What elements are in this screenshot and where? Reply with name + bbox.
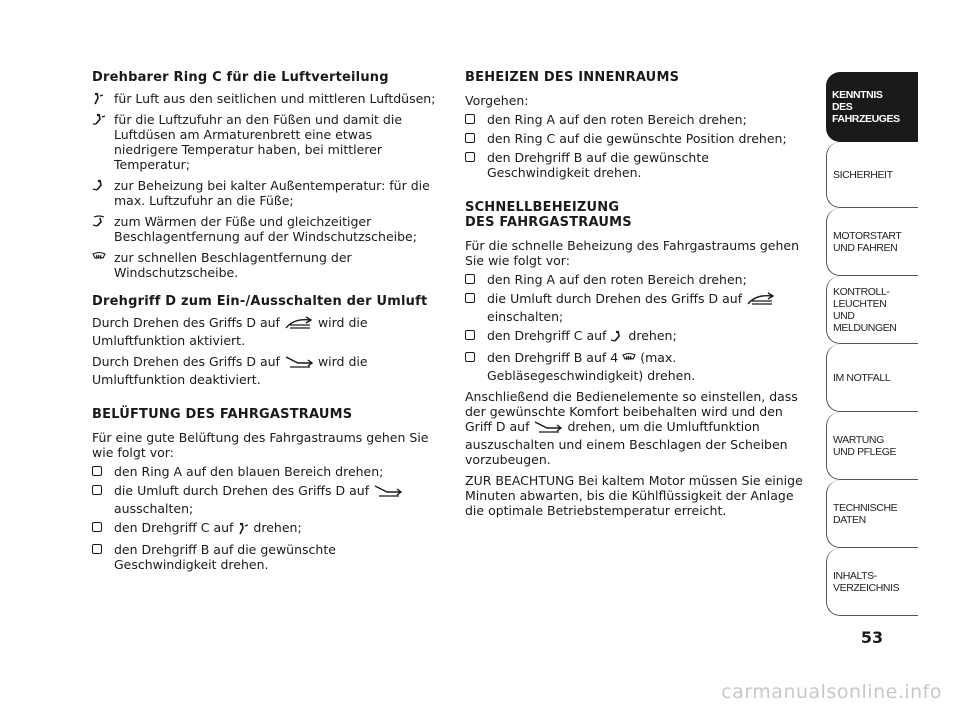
heating-heading: BEHEIZEN DES INNENRAUMS [465, 70, 680, 85]
paragraph: Durch Drehen des Griffs D auf wird die Umluftfunktion aktiviert. [92, 315, 368, 348]
list-item: den Drehgriff C auf drehen; [92, 520, 437, 538]
vent-feet-icon [92, 178, 114, 208]
list-item: zur Beheizung bei kalter Außentemperatur: für die max. Luftzufuhr an die Füße; [92, 178, 437, 208]
windscreen-defrost-icon [622, 352, 636, 368]
tab-im-notfall[interactable]: IM NOTFALL [826, 344, 918, 412]
vent-feet-windscreen-icon [92, 214, 114, 244]
watermark-text: carmanualsonline.info [721, 681, 942, 703]
checkbox-bullet [92, 542, 114, 572]
list-item: den Ring A auf den roten Bereich drehen; [465, 112, 810, 127]
list-item: den Drehgriff B auf 4 (max. Gebläsegeschwindigkeit) drehen. [465, 350, 810, 383]
checkbox-bullet [92, 464, 114, 479]
paragraph: Durch Drehen des Griffs D auf wird die Umluftfunktion deaktiviert. [92, 354, 368, 387]
page-number: 53 [860, 628, 884, 647]
quick-heating-heading: SCHNELLBEHEIZUNG DES FAHRGASTRAUMS [465, 200, 632, 230]
vent-face-icon [237, 522, 249, 538]
right-column [465, 70, 810, 518]
paragraph: Anschließend die Bedienelemente so einstellen, dass der gewünschte Komfort beibehalten wird und den Griff D auf drehen, um die Umluftfunktion auszuschalten und einem Beschlagen der Scheiben vorzubeugen. [465, 389, 798, 467]
vent-feet-icon [610, 330, 624, 346]
checkbox-bullet [465, 112, 487, 127]
checkbox-bullet [465, 131, 487, 146]
paragraph: Für die schnelle Beheizung des Fahrgastraums gehen Sie wie folgt vor: [465, 238, 800, 268]
recirculation-on-icon [746, 292, 776, 309]
list-item: zur schnellen Beschlagentfernung der Windschutzscheibe. [92, 250, 437, 280]
tab-technische-daten[interactable]: TECHNISCHE DATEN [826, 480, 918, 548]
checkbox-bullet [465, 150, 487, 180]
tab-kenntnis-des-fahrzeuges[interactable]: KENNTNIS DES FAHRZEUGES [826, 72, 918, 142]
ring-c-heading: Drehbarer Ring C für die Luftverteilung [92, 70, 389, 85]
ventilation-heading: BELÜFTUNG DES FAHRGASTRAUMS [92, 407, 353, 422]
vent-face-feet-icon [92, 112, 114, 172]
recirculation-off-icon [533, 420, 563, 437]
list-item: die Umluft durch Drehen des Griffs D auf ausschalten; [92, 483, 437, 516]
paragraph: Für eine gute Belüftung des Fahrgastraums gehen Sie wie folgt vor: [92, 430, 429, 460]
list-item: zum Wärmen der Füße und gleichzeitiger Beschlagentfernung auf der Windschutzscheibe; [92, 214, 437, 244]
vent-face-icon [92, 91, 114, 106]
tab-wartung-und-pflege[interactable]: WARTUNG UND PFLEGE [826, 412, 918, 480]
note-paragraph: ZUR BEACHTUNG Bei kaltem Motor müssen Sie einige Minuten abwarten, bis die Kühlflüssigkeit der Anlage die optimale Betriebstemperatur erreicht. [465, 473, 803, 518]
list-item: den Drehgriff B auf die gewünschte Geschwindigkeit drehen. [92, 542, 437, 572]
grip-d-heading: Drehgriff D zum Ein-/Ausschalten der Umluft [92, 294, 428, 309]
list-item: den Drehgriff B auf die gewünschte Geschwindigkeit drehen. [465, 150, 810, 180]
list-item: die Umluft durch Drehen des Griffs D auf einschalten; [465, 291, 810, 324]
recirculation-off-icon [284, 355, 314, 372]
checkbox-bullet [465, 350, 487, 383]
checkbox-bullet [92, 520, 114, 538]
tab-kontrollleuchten-und-meldungen[interactable]: KONTROLL- LEUCHTEN UND MELDUNGEN [826, 276, 918, 344]
recirculation-on-icon [284, 316, 314, 333]
list-item: den Ring A auf den roten Bereich drehen; [465, 272, 810, 287]
checkbox-bullet [92, 483, 114, 516]
list-item: den Ring A auf den blauen Bereich drehen; [92, 464, 437, 479]
list-item: für Luft aus den seitlichen und mittleren Luftdüsen; [92, 91, 437, 106]
checkbox-bullet [465, 291, 487, 324]
tab-inhaltsverzeichnis[interactable]: INHALTS- VERZEICHNIS [826, 548, 918, 616]
paragraph: Vorgehen: [465, 93, 529, 108]
windscreen-defrost-icon [92, 250, 114, 280]
checkbox-bullet [465, 328, 487, 346]
list-item: den Drehgriff C auf drehen; [465, 328, 810, 346]
list-item: den Ring C auf die gewünschte Position drehen; [465, 131, 810, 146]
left-column [92, 70, 437, 572]
tab-motorstart-und-fahren[interactable]: MOTORSTART UND FAHREN [826, 208, 918, 276]
recirculation-off-icon [373, 484, 403, 501]
tab-sicherheit[interactable]: SICHERHEIT [826, 142, 918, 208]
checkbox-bullet [465, 272, 487, 287]
list-item: für die Luftzufuhr an den Füßen und damit die Luftdüsen am Armaturenbrett eine etwas niedrigere Temperatur haben, bei mittlerer Temperatur; [92, 112, 437, 172]
